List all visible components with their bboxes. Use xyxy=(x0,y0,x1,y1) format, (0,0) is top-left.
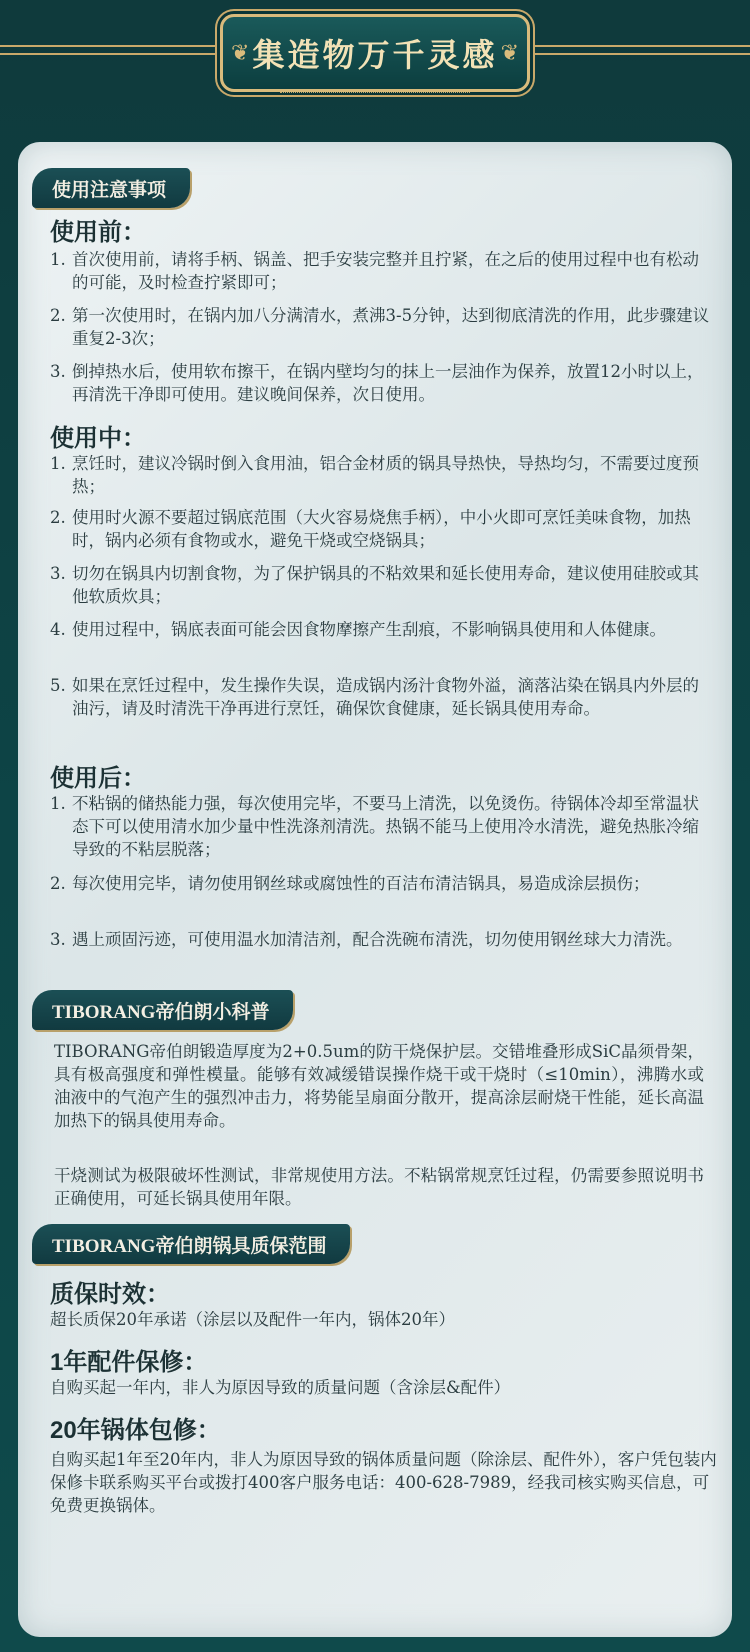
section-pill-science: TIBORANG帝伯朗小科普 xyxy=(32,990,293,1030)
list-item: 1. 不粘锅的储热能力强，每次使用完毕，不要马上清洗，以免烫伤。待锅体冷却至常温状态下可以使用清水加少量中性洗涤剂清洗。热锅不能马上使用冷水清洗，避免热胀冷缩导致的不粘层脱落； xyxy=(50,794,699,859)
page-title: 集造物万千灵感 xyxy=(252,36,498,74)
list-item: 4. 使用过程中，锅底表面可能会因食物摩擦产生刮痕，不影响锅具使用和人体健康。 xyxy=(50,620,666,639)
ornament-right-icon: ❦ xyxy=(500,41,519,66)
section-pill-warranty: TIBORANG帝伯朗锅具质保范围 xyxy=(32,1224,350,1264)
list-item: 1. 烹饪时，建议冷锅时倒入食用油，铝合金材质的锅具导热快，导热均匀，不需要过度预热； xyxy=(50,454,699,496)
list-item: 3. 切勿在锅具内切割食物，为了保护锅具的不粘效果和延长使用寿命，建议使用硅胶或其他软质炊具； xyxy=(50,564,699,606)
ornament-left-icon: ❦ xyxy=(231,41,250,66)
body-warranty-text: 自购买起1年至20年内，非人为原因导致的锅体质量问题（除涂层、配件外），客户凭包装内保修卡联系购买平台或拨打400客户服务电话：400-628-7989，经我司核实购买信息，可免费更换锅体。 xyxy=(50,1450,717,1515)
list-item: 2. 第一次使用时，在锅内加八分满清水，煮沸3-5分钟，达到彻底清洗的作用，此步骤建议重复2-3次； xyxy=(50,306,710,348)
heading-during-use: 使用中： xyxy=(50,425,146,452)
list-item: 1. 首次使用前，请将手柄、锅盖、把手安装完整并且拧紧，在之后的使用过程中也有松动的可能，及时检查拧紧即可； xyxy=(50,250,699,292)
list-item: 2. 每次使用完毕，请勿使用钢丝球或腐蚀性的百洁布清洁锅具，易造成涂层损伤； xyxy=(50,874,650,893)
parts-warranty-text: 自购买起一年内，非人为原因导致的质量问题（含涂层&配件） xyxy=(50,1378,511,1397)
science-paragraph-2: 干烧测试为极限破坏性测试，非常规使用方法。不粘锅常规烹饪过程，仍需要参照说明书正确使用，可延长锅具使用年限。 xyxy=(54,1166,704,1208)
list-item: 3. 倒掉热水后，使用软布擦干，在锅内壁均匀的抹上一层油作为保养，放置12小时以上，再清洗干净即可使用。建议晚间保养，次日使用。 xyxy=(50,362,704,404)
title-plaque xyxy=(220,14,530,92)
list-item: 2. 使用时火源不要超过锅底范围（大火容易烧焦手柄），中小火即可烹饪美味食物，加热时，锅内必须有食物或水，避免干烧或空烧锅具； xyxy=(50,508,691,550)
content-panel xyxy=(18,142,732,1637)
list-item: 3. 遇上顽固污迹，可使用温水加清洁剂，配合洗碗布清洗，切勿使用钢丝球大力清洗。 xyxy=(50,930,683,949)
warranty-period-text: 超长质保20年承诺（涂层以及配件一年内，锅体20年） xyxy=(50,1310,455,1329)
list-item: 5. 如果在烹饪过程中，发生操作失误，造成锅内汤汁食物外溢，滴落沾染在锅具内外层的油污，请及时清洗干净再进行烹饪，确保饮食健康，延长锅具使用寿命。 xyxy=(50,676,699,718)
heading-after-use: 使用后： xyxy=(50,765,146,792)
section-pill-usage: 使用注意事项 xyxy=(32,168,190,208)
heading-body-warranty: 20年锅体包修： xyxy=(50,1417,221,1444)
heading-before-use: 使用前： xyxy=(50,219,146,246)
banner-sub-ornament xyxy=(280,92,470,96)
heading-parts-warranty: 1年配件保修： xyxy=(50,1349,208,1376)
heading-warranty-period: 质保时效： xyxy=(50,1281,170,1308)
science-paragraph-1: TIBORANG帝伯朗锻造厚度为2+0.5um的防干烧保护层。交错堆叠形成SiC晶须骨架，具有极高强度和弹性模量。能够有效减缓错误操作烧干或干烧时（≤10min），沸腾水或油液中的气泡产生的强烈冲击力，将势能呈扇面分散开，提高涂层耐烧干性能，延长高温加热下的锅具使用寿命。 xyxy=(54,1042,704,1130)
